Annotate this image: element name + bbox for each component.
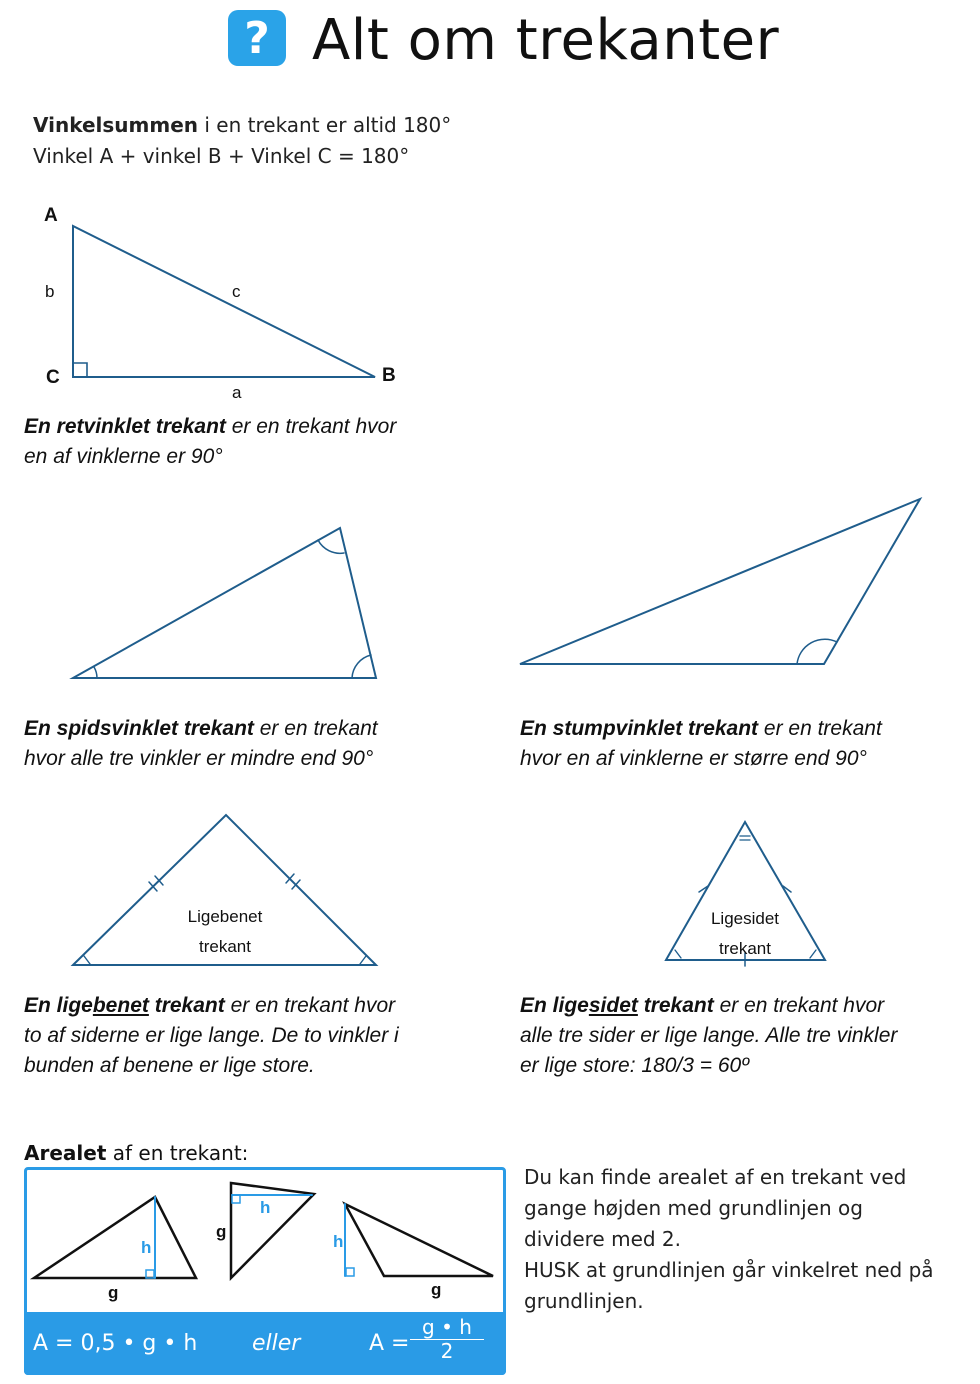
isosceles-term-part2: trekant — [148, 994, 225, 1017]
acute-triangle-desc-line2: hvor alle tre vinkler er mindre end 90° — [24, 747, 374, 770]
height-label-1: h — [141, 1238, 152, 1257]
isosceles-desc-line3: bunden af benene er lige store. — [24, 1054, 315, 1077]
isosceles-desc-line1: er en trekant hvor — [224, 994, 396, 1017]
formula-left: A = 0,5 • g • h — [33, 1331, 198, 1356]
isosceles-term-underlined: benet — [92, 994, 149, 1017]
intro-bold-word: Vinkelsummen — [33, 113, 199, 137]
right-triangle-term: En retvinklet trekant — [24, 415, 226, 438]
right-triangle-desc-line1: er en trekant hvor — [225, 415, 397, 438]
obtuse-triangle-desc-line1: er en trekant — [758, 717, 882, 740]
equilateral-term-part2: trekant — [637, 994, 714, 1017]
equilateral-desc-line3: er lige store: 180/3 = 60º — [520, 1054, 749, 1077]
acute-triangle-desc-line1: er en trekant — [253, 717, 378, 740]
formula-fraction — [410, 1316, 484, 1362]
page-title: Alt om trekanter — [312, 8, 780, 73]
vertex-a-label: A — [44, 205, 58, 226]
isosceles-term-part1: En lige — [24, 994, 93, 1017]
side-b-label: b — [45, 282, 55, 301]
side-c-label: c — [232, 282, 241, 301]
question-icon: ? — [228, 10, 286, 66]
base-label-3: g — [431, 1280, 442, 1299]
explain-line4: HUSK at grundlinjen går vinkelret ned på — [524, 1258, 934, 1282]
formula-right-prefix: A = — [369, 1331, 410, 1356]
vertex-c-label: C — [46, 367, 60, 388]
area-heading-rest: af en trekant: — [106, 1141, 249, 1165]
equilateral-desc-line2: alle tre sider er lige lange. Alle tre vinkler — [520, 1024, 898, 1047]
formula-denominator: 2 — [410, 1339, 484, 1362]
equilateral-desc-line1: er en trekant hvor — [713, 994, 885, 1017]
right-triangle-desc-line2: en af vinklerne er 90° — [24, 445, 223, 468]
formula-or: eller — [252, 1331, 301, 1356]
height-label-2: h — [260, 1198, 271, 1217]
equilateral-label-line2: trekant — [719, 939, 771, 958]
right-angle-mark-3 — [346, 1268, 354, 1276]
equilateral-term-part1: En lige — [520, 994, 589, 1017]
obtuse-triangle-term: En stumpvinklet trekant — [520, 717, 759, 740]
isosceles-label-line1: Ligebenet — [187, 907, 263, 926]
obtuse-triangle-desc-line2: hvor en af vinklerne er større end 90° — [520, 747, 867, 770]
area-triangle-acute — [34, 1197, 196, 1278]
area-explanation — [524, 1162, 964, 1317]
right-angle-mark-2 — [232, 1195, 240, 1203]
isosceles-label-line2: trekant — [199, 937, 251, 956]
base-label-2: g — [216, 1222, 227, 1241]
explain-line1: Du kan finde arealet af en trekant ved — [524, 1165, 907, 1189]
intro-line2: Vinkel A + vinkel B + Vinkel C = 180° — [33, 144, 410, 168]
equilateral-label-line1: Ligesidet — [710, 909, 780, 928]
isosceles-desc-line2: to af siderne er lige lange. De to vinkler i — [24, 1024, 399, 1047]
explain-line2: gange højden med grundlinjen og — [524, 1196, 863, 1220]
vertex-b-label: B — [382, 365, 396, 386]
area-triangle-right — [231, 1183, 314, 1278]
area-triangle-obtuse — [345, 1204, 493, 1276]
intro-line1: i en trekant er altid 180° — [198, 113, 452, 137]
acute-triangle-term: En spidsvinklet trekant — [24, 717, 254, 740]
base-label-1: g — [108, 1283, 119, 1302]
side-a-label: a — [232, 383, 242, 402]
equilateral-term-underlined: sidet — [588, 994, 638, 1017]
explain-line3: dividere med 2. — [524, 1227, 682, 1251]
explain-line5: grundlinjen. — [524, 1289, 644, 1313]
height-label-3: h — [333, 1232, 344, 1251]
formula-numerator: g • h — [422, 1315, 472, 1339]
area-heading-bold: Arealet — [24, 1141, 107, 1165]
